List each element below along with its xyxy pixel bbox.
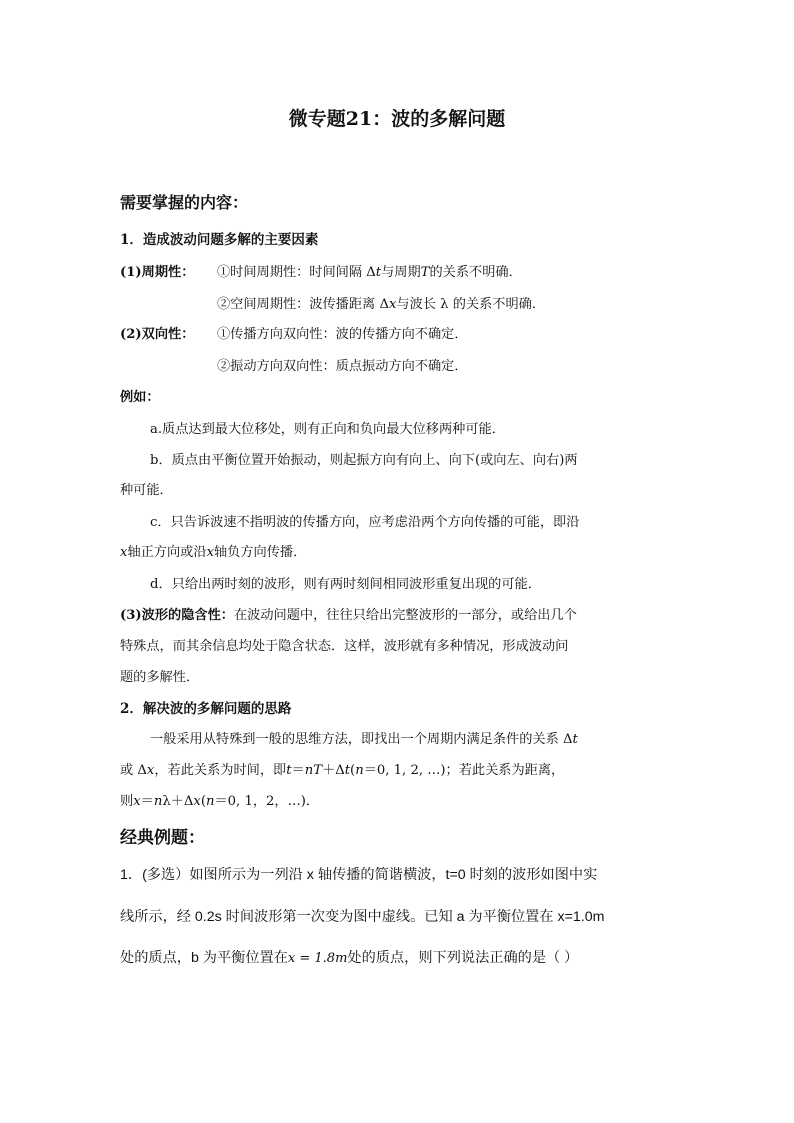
method-text-1: 一般采用从特殊到一般的思维方法，即找出一个周期内满足条件的关系 Δ xyxy=(150,732,573,747)
space-var-x: x xyxy=(388,297,397,312)
example-d: d．只给出两时刻的波形，则有两时刻间相同波形重复出现的可能． xyxy=(150,577,541,592)
vibration-line: ②振动方向双向性：质点振动方向不确定． xyxy=(217,359,468,374)
time-var-T: T xyxy=(420,265,430,280)
example-b-line2: 种可能． xyxy=(120,483,173,498)
method-line2 xyxy=(120,759,564,778)
example-c-line1: c．只告诉波速不指明波的传播方向，应考虑沿两个方向传播的可能，即沿 xyxy=(150,515,580,530)
time-text-b: 与周期 xyxy=(381,265,421,280)
question-line2: 线所示，经 0.2s 时间波形第一次变为图中虚线。已知 a 为平衡位置在 x=1.0m xyxy=(120,909,605,925)
space-text-a: ②空间周期性：波传播距离 Δ xyxy=(217,297,389,312)
example-label: 例如： xyxy=(120,390,160,405)
formula2-n2: n xyxy=(205,794,215,809)
item1-heading: 1．造成波动问题多解的主要因素 xyxy=(120,232,319,248)
question-text-3b: 处的质点，则下列说法正确的是（ ） xyxy=(347,950,579,966)
example-c-line2 xyxy=(120,541,306,560)
hidden-line2: 特殊点，而其余信息均处于隐含状态．这样，波形就有多种情况，形成波动问 xyxy=(120,639,569,654)
method-var-x: x xyxy=(146,763,155,778)
periodicity-block xyxy=(120,261,194,280)
formula-values: ＝0, 1, 2, …)；若此关系为距离， xyxy=(363,763,565,778)
formula2-eq: ＝ xyxy=(140,794,154,809)
method-line1 xyxy=(150,728,578,747)
formula-nT: nT xyxy=(304,763,323,778)
propagation-line: ①传播方向双向性：波的传播方向不确定． xyxy=(217,327,468,342)
item2-heading: 2．解决波的多解问题的思路 xyxy=(120,701,292,717)
method-text-2b: ，若此关系为时间，即 xyxy=(154,763,287,778)
formula2-lambda: λ＋Δ xyxy=(162,794,194,809)
example-c-text-b: 轴负方向传播． xyxy=(214,545,307,560)
page-title: 微专题21：波的多解问题 xyxy=(288,108,506,130)
section-heading-content: 需要掌握的内容： xyxy=(120,193,249,212)
formula-eq: ＝ xyxy=(291,763,305,778)
method-line3 xyxy=(120,790,319,809)
space-text-b: 与波长 λ 的关系不明确． xyxy=(396,297,546,312)
periodicity-label: (1)周期性： xyxy=(120,265,195,280)
method-text-2a: 或 Δ xyxy=(120,763,147,778)
formula-t2: t xyxy=(344,763,351,778)
hidden-label: (3)波形的隐含性： xyxy=(120,608,234,623)
section-heading-examples: 经典例题： xyxy=(120,828,205,848)
time-text-c: 的关系不明确． xyxy=(429,265,522,280)
example-b-line1: b．质点由平衡位置开始振动，则起振方向有向上、向下(或向左、向右)两 xyxy=(150,453,578,468)
method-text-3a: 则 xyxy=(120,794,134,809)
hidden-line1 xyxy=(120,604,577,623)
bidirectional-label: (2)双向性： xyxy=(120,327,195,342)
example-c-text-a: 轴正方向或沿 xyxy=(127,545,207,560)
example-a: a.质点达到最大位移处，则有正向和负向最大位移两种可能． xyxy=(150,422,505,437)
formula2-n: n xyxy=(153,794,163,809)
bidirectional-block xyxy=(120,323,194,342)
question-line3 xyxy=(120,947,578,967)
example-c-x1: x xyxy=(120,545,128,560)
question-text-3a: 处的质点，b 为平衡位置在 xyxy=(120,950,288,966)
method-var-t: t xyxy=(572,732,578,747)
time-var-t: t xyxy=(375,265,382,280)
formula2-values: ＝0, 1，2，…)． xyxy=(214,794,320,809)
time-text-a: ①时间周期性：时间间隔 Δ xyxy=(217,265,376,280)
hidden-line3: 题的多解性． xyxy=(120,670,200,685)
formula-paren: ( xyxy=(350,763,356,778)
formula-t: t xyxy=(286,763,292,778)
formula2-x: x xyxy=(133,794,141,809)
question-math-x: x = 1.8m xyxy=(287,951,348,966)
space-periodicity-line xyxy=(217,293,545,312)
formula2-paren: ( xyxy=(200,794,206,809)
formula-n: n xyxy=(355,763,364,778)
question-line1: 1．(多选）如图所示为一列沿 x 轴传播的简谐横波，t=0 时刻的波形如图中实 xyxy=(120,867,598,883)
time-periodicity-line xyxy=(217,261,522,280)
example-c-x2: x xyxy=(206,545,214,560)
hidden-text-1: 在波动问题中，往往只给出完整波形的一部分，或给出几个 xyxy=(233,608,577,623)
formula-plus-delta: ＋Δ xyxy=(322,763,345,778)
formula2-x2: x xyxy=(193,794,201,809)
